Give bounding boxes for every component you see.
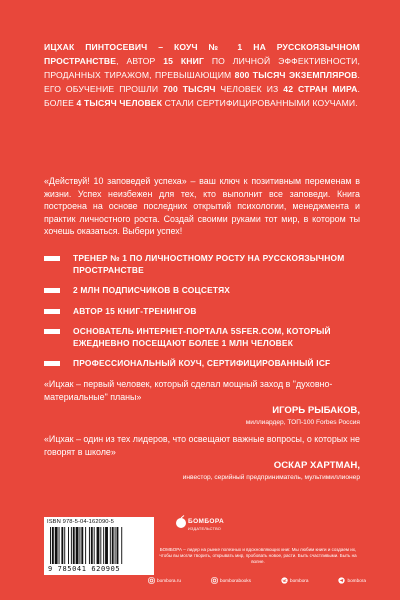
- barcode-digits: 9 785041 620905: [48, 565, 121, 573]
- list-item: АВТОР 15 КНИГ-ТРЕНИНГОВ: [44, 306, 360, 318]
- isbn-code: ISBN 978-5-04-162090-5: [47, 519, 114, 525]
- publisher-name: БОМБОРА: [188, 518, 225, 525]
- quote-1: [44, 378, 360, 427]
- bullet-bar-icon: [44, 256, 60, 261]
- list-item: 2 МЛН ПОДПИСЧИКОВ В СОЦСЕТЯХ: [44, 285, 360, 297]
- social-link[interactable]: bombora: [281, 577, 309, 584]
- publisher-subtitle: ИЗДАТЕЛЬСТВО: [188, 526, 222, 531]
- isbn-barcode-box: [44, 517, 154, 575]
- instagram-icon: [211, 577, 218, 584]
- list-item: ПРОФЕССИОНАЛЬНЫЙ КОУЧ, СЕРТИФИЦИРОВАННЫЙ ICF: [44, 358, 360, 370]
- book-description: «Действуй! 10 заповедей успеха» – ваш ключ к позитивным переменам в жизни. Успех неизбежен для тех, кто выполнит все заповеди. Книга построена на основе последних открытий психологии, менеджмента и практик личностного роста. Создай своими руками тот мир, в котором ты хочешь оказаться. Выбери успех!: [44, 176, 360, 237]
- achievements-list: [44, 253, 360, 379]
- vk-icon: [281, 577, 288, 584]
- bullet-bar-icon: [44, 288, 60, 293]
- author-intro: ИЦХАК ПИНТОСЕВИЧ – КОУЧ № 1 НА РУССКОЯЗЫЧНОМ ПРОСТРАНСТВЕ, АВТОР 15 КНИГ ПО ЛИЧНОЙ ЭФФЕКТИВНОСТИ, ПРОДАННЫХ ТИРАЖОМ, ПРЕВЫШАЮЩИМ 800 ТЫСЯЧ ЭКЗЕМПЛЯРОВ. ЕГО ОБУЧЕНИЕ ПРОШЛИ 700 ТЫСЯЧ ЧЕЛОВЕК ИЗ 42 СТРАН МИРА. БОЛЕЕ 4 ТЫСЯЧ ЧЕЛОВЕК СТАЛИ СЕРТИФИЦИРОВАННЫМИ КОУЧАМИ.: [44, 42, 361, 108]
- social-link[interactable]: bombora: [338, 577, 366, 584]
- instagram-icon: [148, 577, 155, 584]
- quote-text: «Ицхак – первый человек, который сделал мощный заход в "духовно-материальные" планы»: [44, 379, 333, 402]
- bullet-bar-icon: [44, 329, 60, 334]
- bullet-bar-icon: [44, 309, 60, 314]
- barcode-icon: [49, 527, 149, 564]
- quote-role: миллиардер, ТОП-100 Forbes Россия: [245, 418, 360, 426]
- quote-2: [44, 433, 360, 482]
- publisher-blurb: БОМБОРА – лидер на рынке полезных и вдохновляющих книг. Мы любим книги и создаем их, чтобы вы могли творить, открывать мир, пробовать новое, расти. Быть счастливыми. Быть на волне.: [159, 547, 357, 564]
- author-name: ИЦХАК ПИНТОСЕВИЧ: [44, 42, 148, 52]
- telegram-icon: [338, 577, 345, 584]
- bullet-bar-icon: [44, 361, 60, 366]
- quote-author: ИГОРЬ РЫБАКОВ,: [272, 405, 360, 417]
- list-item: ОСНОВАТЕЛЬ ИНТЕРНЕТ-ПОРТАЛА 5SFER.COM, КОТОРЫЙ ЕЖЕДНЕВНО ПОСЕЩАЮТ БОЛЕЕ 1 МЛН ЧЕЛОВЕК: [44, 326, 360, 349]
- social-links: [148, 577, 366, 584]
- social-link[interactable]: bombora.ru: [148, 577, 181, 584]
- quote-text: «Ицхак – один из тех лидеров, что освещают важные вопросы, о которых не говорят в школе»: [44, 434, 360, 457]
- quote-author: ОСКАР ХАРТМАН,: [273, 460, 360, 472]
- list-item: ТРЕНЕР № 1 ПО ЛИЧНОСТНОМУ РОСТУ НА РУССКОЯЗЫЧНОМ ПРОСТРАНСТВЕ: [44, 253, 360, 276]
- social-link[interactable]: bomborabooks: [211, 577, 251, 584]
- quote-role: инвестор, серийный предприниматель, мультимиллионер: [182, 473, 360, 481]
